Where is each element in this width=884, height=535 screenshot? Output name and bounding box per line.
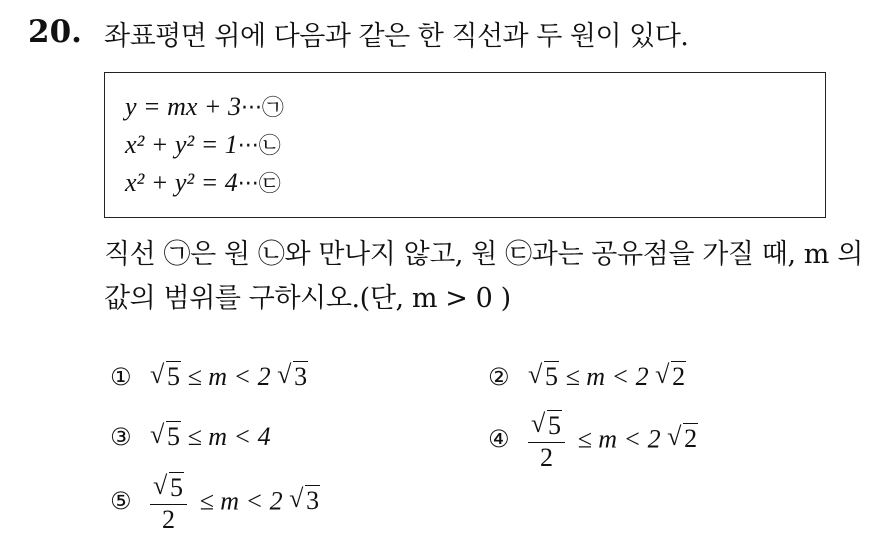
option-5[interactable]: ⑤ √ $\frac{5}{2}$ ≤ m < 2 √ 3 bbox=[110, 472, 320, 535]
option-3[interactable]: ③√ 5 ≤ m < 4 bbox=[110, 422, 271, 452]
equation-line-1: y = mx + 3···㉠ bbox=[125, 92, 284, 121]
question-body-line-2: 값의 범위를 구하시오.(단, m > 0 ) bbox=[104, 283, 511, 314]
equation-box bbox=[104, 72, 826, 218]
question-prompt: 좌표평면 위에 다음과 같은 한 직선과 두 원이 있다. bbox=[104, 21, 689, 52]
question-body-line-1: 직선 ㉠은 원 ㉡와 만나지 않고, 원 ㉢과는 공유점을 가질 때, m 의 bbox=[104, 239, 863, 270]
equation-line-3: x² + y² = 4···㉢ bbox=[125, 168, 281, 197]
option-4[interactable]: ④ √ $\frac{5}{2}$ ≤ m < 2 √ 2 bbox=[488, 410, 698, 473]
equation-line-2: x² + y² = 1···㉡ bbox=[125, 130, 281, 159]
question-number: 20. bbox=[28, 14, 82, 50]
option-2[interactable]: ②√ 5 ≤ m < 2 √ 2 bbox=[488, 362, 686, 392]
option-1[interactable]: ①√ 5 ≤ m < 2 √ 3 bbox=[110, 362, 308, 392]
